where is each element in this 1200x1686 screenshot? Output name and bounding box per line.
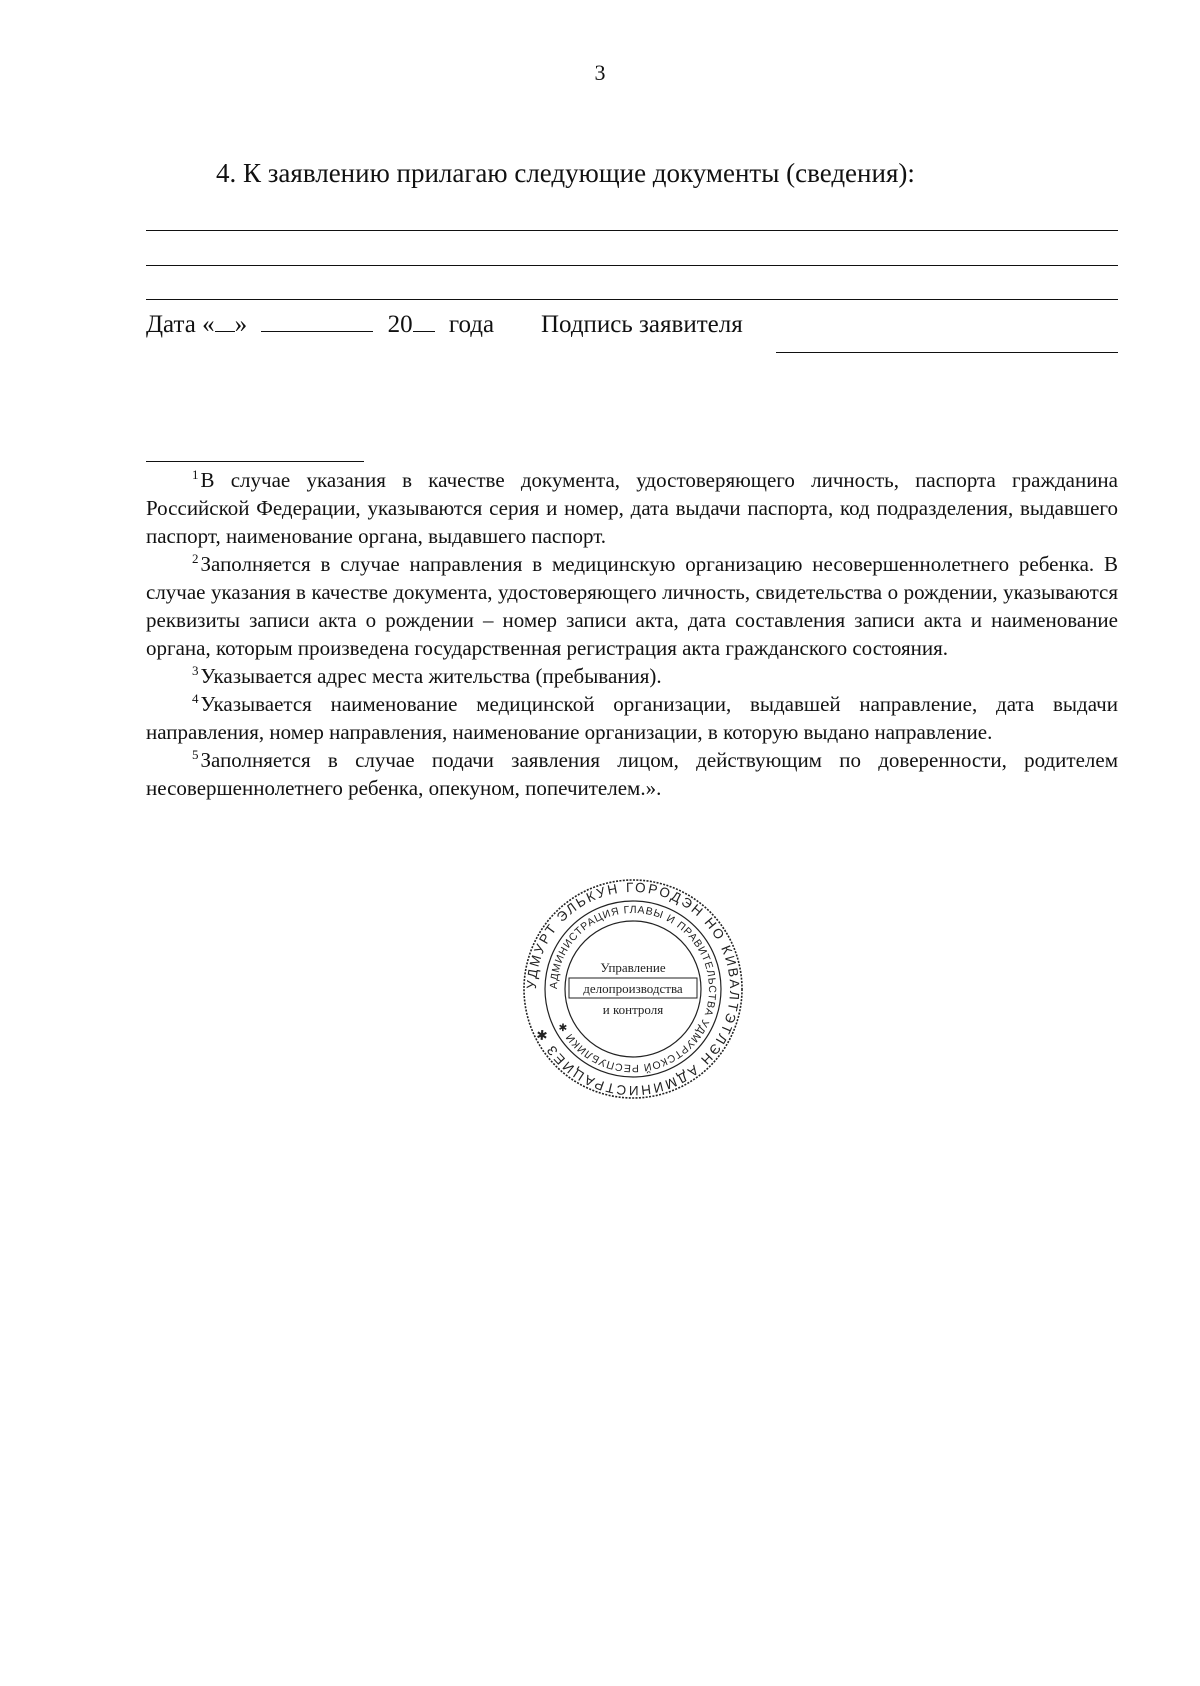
footnote (146, 746, 1118, 802)
footnote-text: Заполняется в случае направления в медицинскую организацию несовершеннолетнего ребенка. В случае указания в качестве документа, удостоверяющего личность, свидетельства о рождении, указываются реквизиты записи акта о рождении – номер записи акта, дата составления записи акта и наименование органа, которым произведена государственная регистрация акта гражданского состояния. (146, 552, 1118, 660)
month-blank (261, 309, 373, 332)
seal-center-line: делопроизводства (583, 981, 683, 996)
footnote (146, 662, 1118, 690)
footnote-mark: 2 (192, 551, 199, 566)
date-close: » (234, 311, 248, 338)
section-heading: 4. К заявлению прилагаю следующие документы (сведения): (216, 158, 915, 188)
signature-label: Подпись заявителя (541, 311, 743, 338)
footnote-mark: 5 (192, 747, 199, 762)
footnote (146, 690, 1118, 746)
attachment-line (146, 230, 1118, 231)
seal-center-line: и контроля (602, 1002, 664, 1017)
attachment-line (146, 265, 1118, 266)
year-suffix: года (448, 311, 495, 338)
year-prefix: 20 (387, 311, 413, 338)
date-prefix: Дата « (146, 311, 215, 338)
footnote-text: Указывается наименование медицинской организации, выдавшей направление, дата выдачи направления, номер направления, наименование организации, в которую выдано направление. (146, 692, 1118, 744)
footnote (146, 466, 1118, 550)
footnotes (146, 466, 1118, 802)
footnote (146, 550, 1118, 662)
footnote-text: Указывается адрес места жительства (пребывания). (200, 664, 662, 688)
seal-outer-text: УДМУРТ ЭЛЬКУН ГОРОДЭН НО КИВАЛТЭТЛЭН АДМИНИСТРАЦИЕЗ ✱ (523, 879, 743, 1099)
footnote-mark: 3 (192, 663, 199, 678)
seal-inner-text: АДМИНИСТРАЦИЯ ГЛАВЫ И ПРАВИТЕЛЬСТВА УДМУРТСКОЙ РЕСПУБЛИКИ ✱ (547, 903, 719, 1075)
footnote-separator (146, 461, 364, 462)
date-field (146, 309, 494, 339)
footnote-text: Заполняется в случае подачи заявления лицом, действующим по доверенности, родителем несовершеннолетнего ребенка, опекуном, попечителем.». (146, 748, 1118, 800)
year-blank (413, 309, 435, 332)
seal-center-line: Управление (600, 960, 666, 975)
official-seal (522, 878, 744, 1100)
attachment-line (146, 299, 1118, 300)
page-number: 3 (594, 60, 606, 85)
signature-line (776, 352, 1118, 353)
day-blank (215, 309, 235, 332)
footnote-text: В случае указания в качестве документа, удостоверяющего личность, паспорта гражданина Российской Федерации, указываются серия и номер, дата выдачи паспорта, код подразделения, выдавшего паспорт, наименование органа, выдавшего паспорт. (146, 468, 1118, 548)
footnote-mark: 4 (192, 691, 199, 706)
footnote-mark: 1 (192, 467, 199, 482)
